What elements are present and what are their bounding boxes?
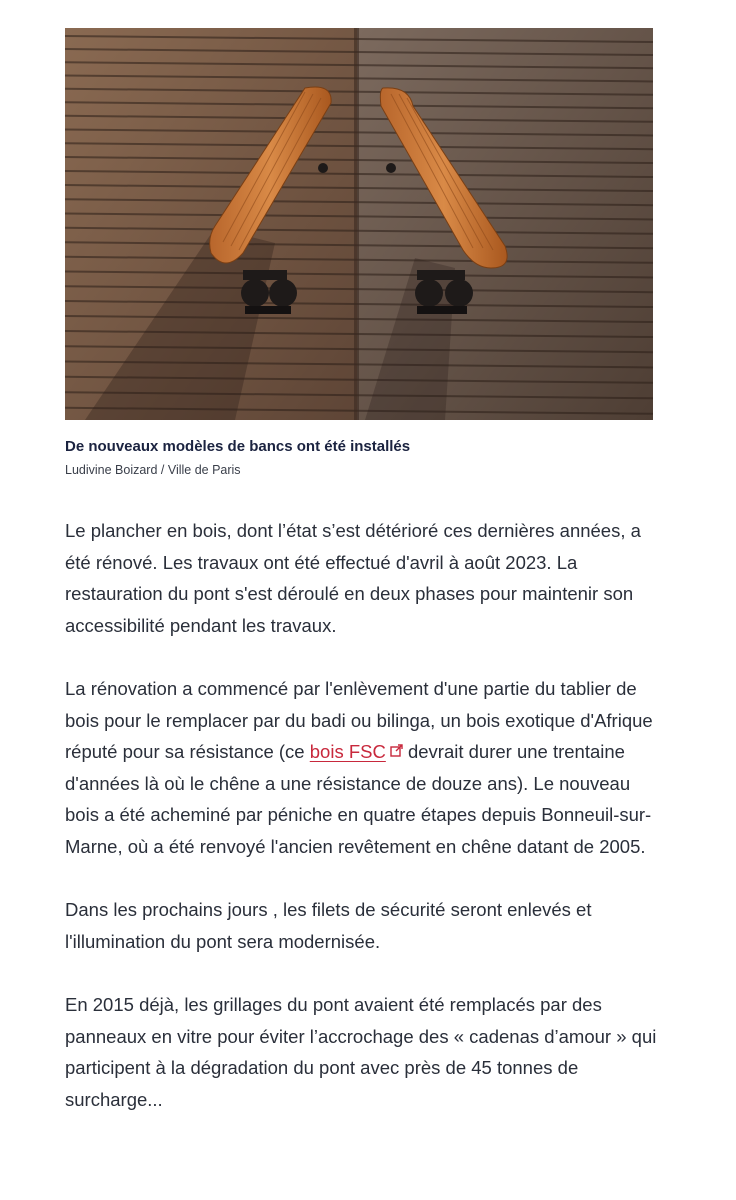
paragraph-4: En 2015 déjà, les grillages du pont avaient été remplacés par des panneaux en vitre pour éviter l’accrochage des « cadenas d’amour » qui participent à la dégradation du pont avec près de 45 tonnes de surcharge... [65, 994, 657, 1110]
bois-fsc-link-label: bois FSC [309, 741, 386, 762]
article-body [65, 515, 665, 1147]
external-link-icon[interactable] [390, 744, 403, 757]
figure-caption [65, 437, 665, 479]
bois-fsc-link[interactable] [310, 741, 386, 762]
paragraph-1: Le plancher en bois, dont l’état s’est détérioré ces dernières années, a été rénové. Les travaux ont été effectué d'avril à août 2023. La restauration du pont s'est déroulé en deux phases pour maintenir son accessibilité pendant les travaux. [65, 520, 641, 636]
paragraph-2 [65, 673, 665, 862]
paragraph-2-text-b: devrait durer une trentaine d'années là où le chêne a une résistance de douze ans). Le nouveau bois a été acheminé par péniche en quatre étapes depuis Bonneuil-sur-Marne, où a été renvoyé l'ancien revêtement en chêne datant de 2005. [65, 741, 652, 857]
article-photo [65, 28, 653, 420]
bench-photo-illustration [65, 28, 653, 420]
photo-credit: Ludivine Boizard / Ville de Paris [65, 463, 241, 477]
paragraph-2-text-a: La rénovation a commencé par l'enlèvement d'une partie du tablier de bois pour le remplacer par du badi ou bilinga, un bois exotique d'Afrique réputé pour sa résistance (ce [65, 678, 653, 762]
paragraph-3: Dans les prochains jours , les filets de sécurité seront enlevés et l'illumination du pont sera modernisée. [65, 899, 592, 952]
caption-title: De nouveaux modèles de bancs ont été installés [65, 438, 411, 455]
